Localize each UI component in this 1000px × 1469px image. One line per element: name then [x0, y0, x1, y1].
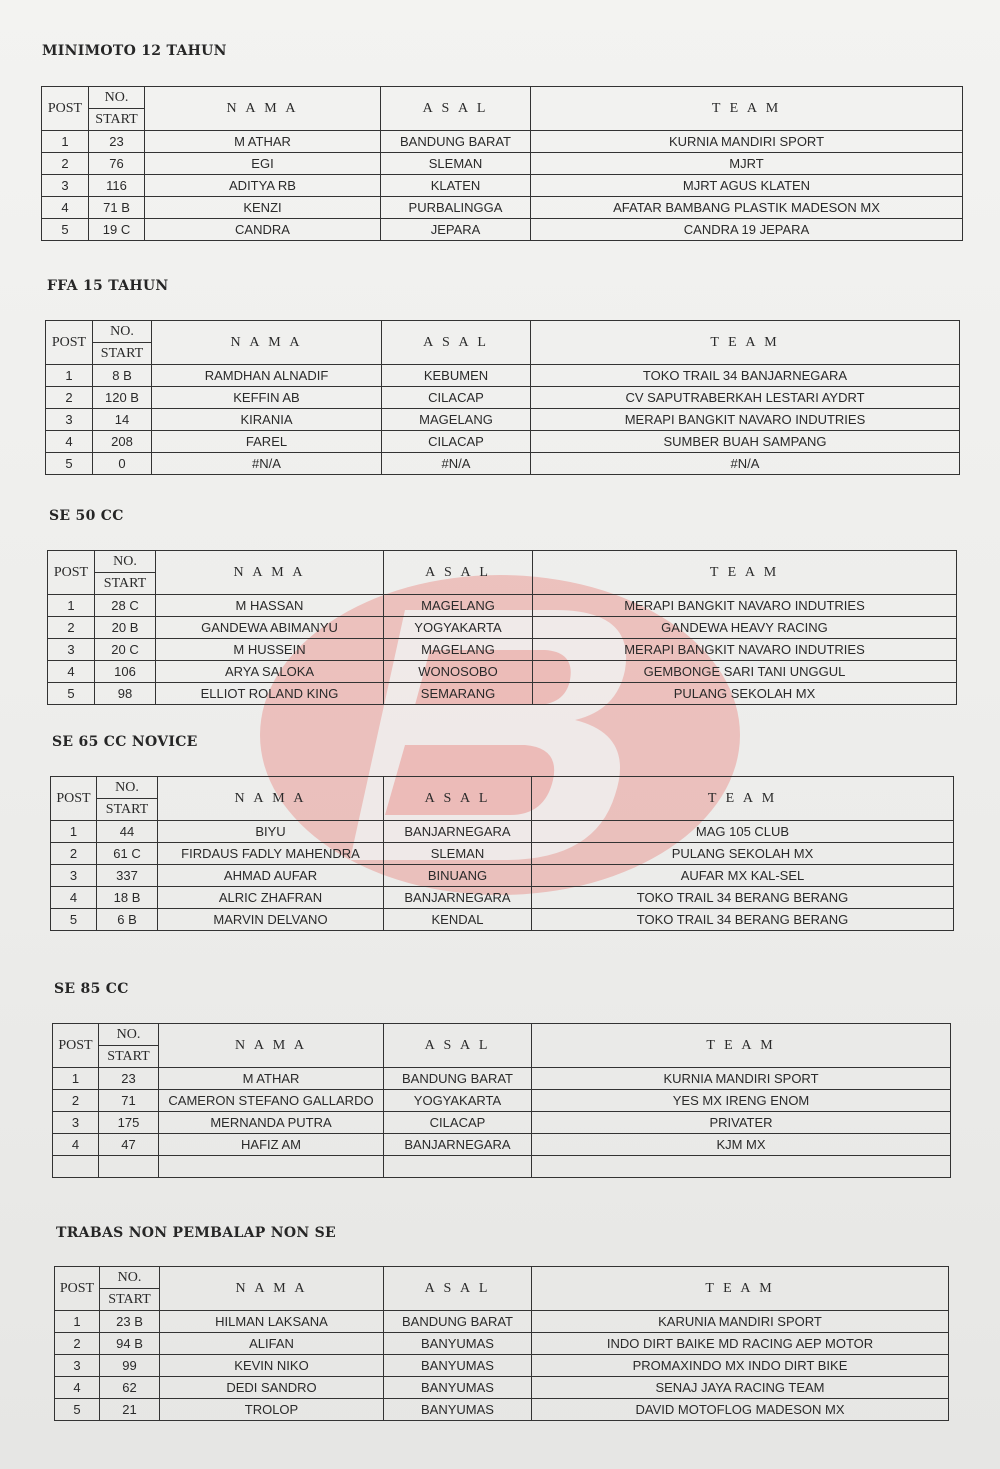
cell-start-no: 8 B [93, 365, 152, 387]
cell-start-no: 175 [99, 1112, 159, 1134]
table-row [55, 1333, 949, 1355]
cell-nama: MERNANDA PUTRA [159, 1112, 384, 1134]
cell-start-no: 98 [95, 683, 156, 705]
header-asal: A S A L [381, 87, 531, 131]
cell-start-no: 28 C [95, 595, 156, 617]
cell-start-no: 20 C [95, 639, 156, 661]
table-row [42, 175, 963, 197]
cell-start-no: 94 B [100, 1333, 160, 1355]
header-asal: A S A L [384, 777, 532, 821]
header-nama: N A M A [156, 551, 384, 595]
table-row [42, 219, 963, 241]
cell-post: 3 [53, 1112, 99, 1134]
cell-start-no: 0 [93, 453, 152, 475]
cell-asal: CILACAP [382, 431, 531, 453]
header-team: T E A M [532, 1024, 951, 1068]
cell-post: 1 [53, 1068, 99, 1090]
table-row [48, 683, 957, 705]
cell-team: CANDRA 19 JEPARA [531, 219, 963, 241]
header-nama: N A M A [145, 87, 381, 131]
table-row [51, 887, 954, 909]
cell-team: SUMBER BUAH SAMPANG [531, 431, 960, 453]
cell-post: 4 [53, 1134, 99, 1156]
cell-team: AFATAR BAMBANG PLASTIK MADESON MX [531, 197, 963, 219]
cell-team: KURNIA MANDIRI SPORT [532, 1068, 951, 1090]
cell-start-no: 20 B [95, 617, 156, 639]
cell-asal: KEBUMEN [382, 365, 531, 387]
cell-asal: SLEMAN [381, 153, 531, 175]
cell-post: 3 [46, 409, 93, 431]
cell-start-no: 337 [97, 865, 158, 887]
header-team: T E A M [532, 777, 954, 821]
table-row [51, 909, 954, 931]
results-table [52, 1023, 951, 1178]
cell-asal: PURBALINGGA [381, 197, 531, 219]
cell-team: PRIVATER [532, 1112, 951, 1134]
cell-team: PROMAXINDO MX INDO DIRT BIKE [532, 1355, 949, 1377]
cell-post: 2 [55, 1333, 100, 1355]
cell-nama: HILMAN LAKSANA [160, 1311, 384, 1333]
cell-nama: BIYU [158, 821, 384, 843]
cell-asal: BANYUMAS [384, 1355, 532, 1377]
table-row [42, 153, 963, 175]
cell-nama: DEDI SANDRO [160, 1377, 384, 1399]
cell-start-no: 19 C [89, 219, 145, 241]
cell-start-no: 116 [89, 175, 145, 197]
cell-nama: EGI [145, 153, 381, 175]
header-post: POST [46, 321, 93, 365]
section-title: MINIMOTO 12 TAHUN [42, 43, 227, 59]
cell-post [53, 1156, 99, 1178]
cell-nama: ALRIC ZHAFRAN [158, 887, 384, 909]
cell-post: 3 [48, 639, 95, 661]
header-team: T E A M [533, 551, 957, 595]
cell-nama: M ATHAR [159, 1068, 384, 1090]
cell-post: 1 [42, 131, 89, 153]
results-table [50, 776, 954, 931]
cell-asal: BANYUMAS [384, 1399, 532, 1421]
cell-team: AUFAR MX KAL-SEL [532, 865, 954, 887]
cell-start-no: 23 [89, 131, 145, 153]
table-row [51, 843, 954, 865]
cell-nama: HAFIZ AM [159, 1134, 384, 1156]
header-start: START [89, 109, 145, 131]
cell-nama: ALIFAN [160, 1333, 384, 1355]
cell-nama: KEFFIN AB [152, 387, 382, 409]
cell-start-no: 106 [95, 661, 156, 683]
cell-nama: #N/A [152, 453, 382, 475]
cell-nama: FAREL [152, 431, 382, 453]
cell-post: 4 [46, 431, 93, 453]
cell-asal: JEPARA [381, 219, 531, 241]
cell-asal: BANYUMAS [384, 1377, 532, 1399]
table-row [55, 1311, 949, 1333]
header-nama: N A M A [160, 1267, 384, 1311]
cell-asal: SLEMAN [384, 843, 532, 865]
cell-team: TOKO TRAIL 34 BANJARNEGARA [531, 365, 960, 387]
header-post: POST [55, 1267, 100, 1311]
cell-team: MAG 105 CLUB [532, 821, 954, 843]
header-start: START [99, 1046, 159, 1068]
cell-nama: RAMDHAN ALNADIF [152, 365, 382, 387]
cell-nama: M ATHAR [145, 131, 381, 153]
cell-post: 1 [55, 1311, 100, 1333]
cell-start-no [99, 1156, 159, 1178]
table-row [48, 617, 957, 639]
cell-post: 1 [48, 595, 95, 617]
cell-post: 3 [55, 1355, 100, 1377]
cell-team: MERAPI BANGKIT NAVARO INDUTRIES [533, 595, 957, 617]
table-row [46, 453, 960, 475]
cell-asal: MAGELANG [384, 595, 533, 617]
header-no: NO. [100, 1267, 160, 1289]
cell-start-no: 14 [93, 409, 152, 431]
header-post: POST [42, 87, 89, 131]
table-row [51, 821, 954, 843]
cell-asal: WONOSOBO [384, 661, 533, 683]
cell-team: KURNIA MANDIRI SPORT [531, 131, 963, 153]
cell-nama: ARYA SALOKA [156, 661, 384, 683]
cell-post: 3 [51, 865, 97, 887]
cell-asal: KLATEN [381, 175, 531, 197]
cell-team: PULANG SEKOLAH MX [533, 683, 957, 705]
header-no: NO. [89, 87, 145, 109]
cell-start-no: 23 B [100, 1311, 160, 1333]
cell-asal: CILACAP [384, 1112, 532, 1134]
cell-asal: SEMARANG [384, 683, 533, 705]
header-start: START [97, 799, 158, 821]
table-row [46, 431, 960, 453]
header-nama: N A M A [158, 777, 384, 821]
cell-team: DAVID MOTOFLOG MADESON MX [532, 1399, 949, 1421]
cell-post: 3 [42, 175, 89, 197]
cell-post: 5 [51, 909, 97, 931]
cell-team: YES MX IRENG ENOM [532, 1090, 951, 1112]
cell-nama: AHMAD AUFAR [158, 865, 384, 887]
cell-post: 5 [55, 1399, 100, 1421]
cell-asal: MAGELANG [382, 409, 531, 431]
cell-nama: ELLIOT ROLAND KING [156, 683, 384, 705]
cell-asal: BANJARNEGARA [384, 821, 532, 843]
cell-team: KARUNIA MANDIRI SPORT [532, 1311, 949, 1333]
results-table [45, 320, 960, 475]
cell-asal: KENDAL [384, 909, 532, 931]
cell-team: TOKO TRAIL 34 BERANG BERANG [532, 887, 954, 909]
cell-asal: CILACAP [382, 387, 531, 409]
cell-asal: #N/A [382, 453, 531, 475]
table-row [48, 639, 957, 661]
cell-start-no: 71 [99, 1090, 159, 1112]
table-row [55, 1399, 949, 1421]
cell-nama: FIRDAUS FADLY MAHENDRA [158, 843, 384, 865]
cell-post: 2 [42, 153, 89, 175]
cell-team: INDO DIRT BAIKE MD RACING AEP MOTOR [532, 1333, 949, 1355]
header-asal: A S A L [382, 321, 531, 365]
cell-team [532, 1156, 951, 1178]
cell-nama: GANDEWA ABIMANYU [156, 617, 384, 639]
header-start: START [93, 343, 152, 365]
cell-asal: YOGYAKARTA [384, 617, 533, 639]
header-team: T E A M [531, 87, 963, 131]
cell-nama: CAMERON STEFANO GALLARDO [159, 1090, 384, 1112]
section-title: SE 65 CC NOVICE [52, 734, 198, 750]
table-row [53, 1068, 951, 1090]
table-row [46, 365, 960, 387]
cell-asal [384, 1156, 532, 1178]
cell-start-no: 76 [89, 153, 145, 175]
table-row [51, 865, 954, 887]
header-start: START [100, 1289, 160, 1311]
cell-start-no: 6 B [97, 909, 158, 931]
table-row [46, 387, 960, 409]
cell-start-no: 208 [93, 431, 152, 453]
cell-nama: CANDRA [145, 219, 381, 241]
header-nama: N A M A [159, 1024, 384, 1068]
cell-nama: M HASSAN [156, 595, 384, 617]
cell-post: 5 [42, 219, 89, 241]
cell-asal: YOGYAKARTA [384, 1090, 532, 1112]
cell-team: GEMBONGE SARI TANI UNGGUL [533, 661, 957, 683]
cell-team: CV SAPUTRABERKAH LESTARI AYDRT [531, 387, 960, 409]
header-team: T E A M [531, 321, 960, 365]
section-title: FFA 15 TAHUN [47, 278, 169, 294]
cell-post: 2 [46, 387, 93, 409]
cell-post: 1 [46, 365, 93, 387]
cell-nama: KENZI [145, 197, 381, 219]
table-row [46, 409, 960, 431]
cell-asal: BANJARNEGARA [384, 1134, 532, 1156]
cell-post: 2 [53, 1090, 99, 1112]
cell-team: MERAPI BANGKIT NAVARO INDUTRIES [531, 409, 960, 431]
cell-team: TOKO TRAIL 34 BERANG BERANG [532, 909, 954, 931]
cell-team: MERAPI BANGKIT NAVARO INDUTRIES [533, 639, 957, 661]
cell-nama: ADITYA RB [145, 175, 381, 197]
header-post: POST [53, 1024, 99, 1068]
cell-team: KJM MX [532, 1134, 951, 1156]
header-nama: N A M A [152, 321, 382, 365]
cell-asal: BANJARNEGARA [384, 887, 532, 909]
results-table [54, 1266, 949, 1421]
cell-start-no: 61 C [97, 843, 158, 865]
cell-post: 4 [48, 661, 95, 683]
table-row [53, 1156, 951, 1178]
header-no: NO. [99, 1024, 159, 1046]
table-row [55, 1377, 949, 1399]
cell-post: 5 [48, 683, 95, 705]
table-row [48, 661, 957, 683]
header-team: T E A M [532, 1267, 949, 1311]
cell-post: 4 [51, 887, 97, 909]
cell-nama: TROLOP [160, 1399, 384, 1421]
cell-team: MJRT [531, 153, 963, 175]
cell-post: 2 [51, 843, 97, 865]
cell-asal: BANDUNG BARAT [384, 1311, 532, 1333]
header-asal: A S A L [384, 1024, 532, 1068]
table-row [42, 197, 963, 219]
cell-asal: BANDUNG BARAT [384, 1068, 532, 1090]
section-title: SE 50 CC [49, 508, 124, 524]
cell-asal: BANYUMAS [384, 1333, 532, 1355]
cell-post: 4 [42, 197, 89, 219]
header-post: POST [51, 777, 97, 821]
cell-asal: BINUANG [384, 865, 532, 887]
cell-start-no: 99 [100, 1355, 160, 1377]
cell-team: GANDEWA HEAVY RACING [533, 617, 957, 639]
header-start: START [95, 573, 156, 595]
cell-start-no: 120 B [93, 387, 152, 409]
cell-team: #N/A [531, 453, 960, 475]
header-asal: A S A L [384, 1267, 532, 1311]
table-row [55, 1355, 949, 1377]
cell-post: 1 [51, 821, 97, 843]
cell-nama: KEVIN NIKO [160, 1355, 384, 1377]
cell-start-no: 47 [99, 1134, 159, 1156]
section-title: SE 85 CC [54, 981, 129, 997]
header-asal: A S A L [384, 551, 533, 595]
cell-team: PULANG SEKOLAH MX [532, 843, 954, 865]
cell-asal: MAGELANG [384, 639, 533, 661]
results-table [41, 86, 963, 241]
cell-start-no: 71 B [89, 197, 145, 219]
cell-start-no: 62 [100, 1377, 160, 1399]
header-no: NO. [93, 321, 152, 343]
table-row [48, 595, 957, 617]
header-no: NO. [97, 777, 158, 799]
cell-nama: MARVIN DELVANO [158, 909, 384, 931]
table-row [42, 131, 963, 153]
table-row [53, 1134, 951, 1156]
header-no: NO. [95, 551, 156, 573]
cell-start-no: 18 B [97, 887, 158, 909]
cell-start-no: 21 [100, 1399, 160, 1421]
cell-team: MJRT AGUS KLATEN [531, 175, 963, 197]
cell-start-no: 44 [97, 821, 158, 843]
cell-nama: KIRANIA [152, 409, 382, 431]
section-title: TRABAS NON PEMBALAP NON SE [56, 1225, 336, 1241]
table-row [53, 1090, 951, 1112]
cell-asal: BANDUNG BARAT [381, 131, 531, 153]
cell-nama: M HUSSEIN [156, 639, 384, 661]
results-table [47, 550, 957, 705]
cell-nama [159, 1156, 384, 1178]
table-row [53, 1112, 951, 1134]
cell-post: 5 [46, 453, 93, 475]
cell-post: 4 [55, 1377, 100, 1399]
header-post: POST [48, 551, 95, 595]
cell-post: 2 [48, 617, 95, 639]
cell-team: SENAJ JAYA RACING TEAM [532, 1377, 949, 1399]
cell-start-no: 23 [99, 1068, 159, 1090]
